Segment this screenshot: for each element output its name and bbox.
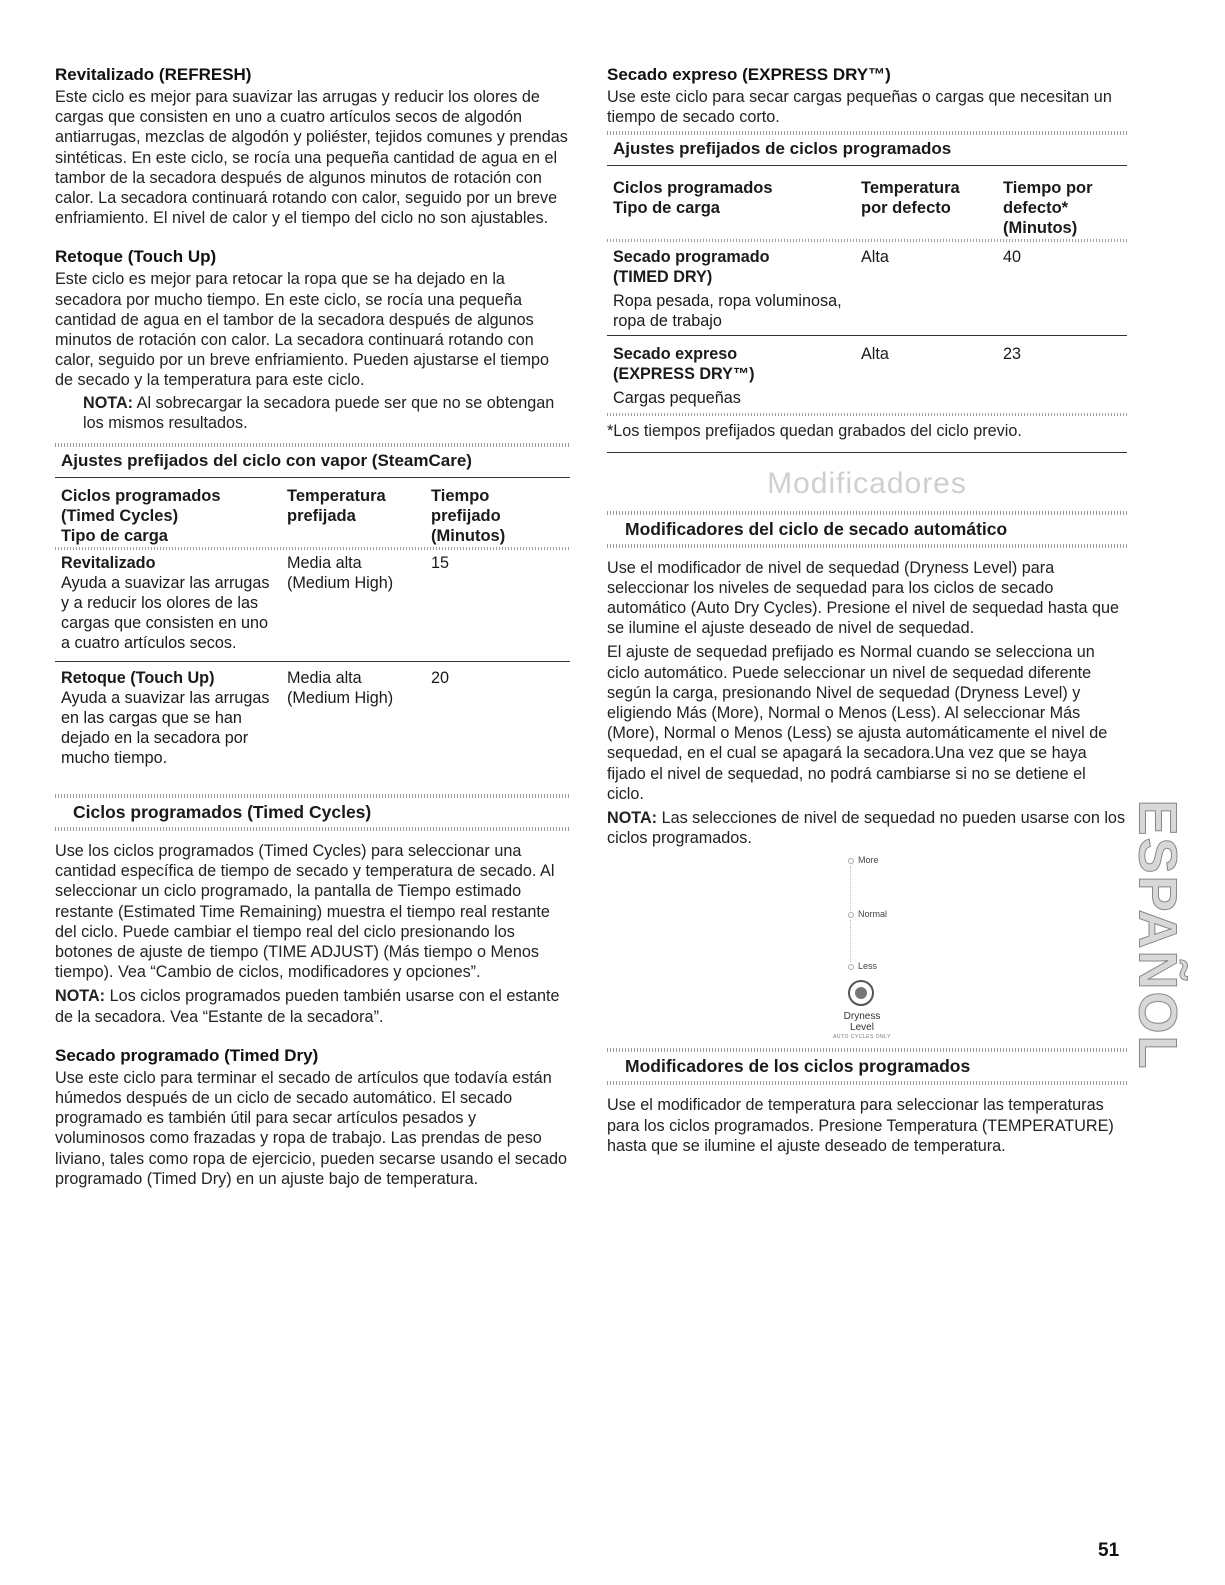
touchup-note xyxy=(83,393,570,433)
dial-label-normal: Normal xyxy=(858,909,888,920)
table-header: Temperatura prefijada xyxy=(287,487,386,526)
note-label: NOTA: xyxy=(55,987,106,1006)
cycle-time: 15 xyxy=(431,551,570,662)
cycle-desc: Cargas pequeñas xyxy=(613,389,741,408)
divider xyxy=(607,544,1127,548)
auto-mod-note-text: Las selecciones de nivel de sequedad no pueden usarse con los ciclos programados. xyxy=(607,809,1126,848)
cycle-name: Retoque (Touch Up) xyxy=(61,669,215,688)
table-header: Ciclos programados Tipo de carga xyxy=(613,179,773,218)
auto-mod-p1: Use el modificador de nivel de sequedad (Dryness Level) para seleccionar los niveles de sequedad para los ciclos de secado automático (Auto Dry Cycles). Presione el nivel de sequedad hasta que se ilumine el ajuste deseado de nivel de sequedad. xyxy=(607,558,1119,638)
timed-cycles-note xyxy=(55,986,570,1026)
table-header: Temperatura por defecto xyxy=(861,179,960,218)
table-footnote: *Los tiempos prefijados quedan grabados del ciclo previo. xyxy=(607,422,1022,441)
express-body: Use este ciclo para secar cargas pequeñas o cargas que necesitan un tiempo de secado corto. xyxy=(607,88,1112,127)
dial-label-more: More xyxy=(858,855,879,866)
divider xyxy=(850,866,851,910)
touchup-body: Este ciclo es mejor para retocar la ropa que se ha dejado en la secadora por mucho tiempo. En este ciclo, se rocía una pequeña cantidad de agua en el tambor de la secadora después de algunos minutos de rotación con calor. La secadora continuará rotando con calor, seguido por un breve enfriamiento. Pueden ajustarse el tiempo de secado y la temperatura para este ciclo. xyxy=(55,270,550,390)
steam-table xyxy=(55,486,570,776)
cycle-temp: Alta xyxy=(861,243,1003,336)
table-row xyxy=(55,662,570,777)
cycle-temp: Media alta (Medium High) xyxy=(287,551,431,662)
indicator-light xyxy=(848,858,854,864)
table-header: Tiempo por defecto* (Minutos) xyxy=(1003,179,1093,238)
right-column xyxy=(607,64,1127,1156)
section-title: Modificadores xyxy=(767,466,967,500)
timed-table xyxy=(607,178,1127,417)
note-label: NOTA: xyxy=(83,393,134,412)
timed-table-title: Ajustes prefijados de ciclos programados xyxy=(613,139,952,159)
divider xyxy=(850,920,851,962)
auto-mod-p2: El ajuste de sequedad prefijado es Normal cuando se selecciona un ciclo automático. Puede seleccionar un nivel de sequedad diferente según la carga, presionando Nivel de sequedad (Dryness Level) y eligiendo Más (More), Normal o Menos (Less). Al seleccionar Más (More), Normal o Menos (Less) se ajusta automáticamente el nivel de sequedad, en el cual se apagará la secadora.Una vez que se haya fijado el nivel de sequedad, no podrá cambiarse si no se detiene el ciclo. xyxy=(607,643,1108,803)
page-number: 51 xyxy=(1098,1540,1120,1561)
left-column xyxy=(55,64,570,1189)
cycle-time: 20 xyxy=(431,669,450,688)
cycle-desc: Ropa pesada, ropa voluminosa, ropa de trabajo xyxy=(613,292,842,331)
timed-dry-heading: Secado programado (Timed Dry) xyxy=(55,1045,319,1065)
dryness-button[interactable] xyxy=(848,980,874,1006)
dryness-level-control[interactable] xyxy=(782,854,942,1044)
table-header-row xyxy=(55,486,570,546)
cycle-temp: Alta xyxy=(861,345,889,364)
divider xyxy=(607,1048,1127,1052)
divider xyxy=(607,131,1127,135)
table-header-row xyxy=(607,178,1127,238)
timed-mod-heading: Modificadores de los ciclos programados xyxy=(625,1056,971,1077)
table-header: Tiempo prefijado (Minutos) xyxy=(431,487,506,546)
dryness-level-sublabel: AUTO CYCLES ONLY xyxy=(833,1034,891,1041)
timed-cycles-body: Use los ciclos programados (Timed Cycles) para seleccionar una cantidad específica de tiempo de secado y temperatura de secado. Al seleccionar un ciclo programado, la pantalla de Tiempo estimado restante (Estimated Time Remaining) muestra el tiempo real restante del ciclo. Puede cambiar el tiempo real del ciclo presionando los botones de ajuste de tiempo (TIME ADJUST) (Más tiempo o Menos tiempo). Vea “Cambio de ciclos, modificadores y opciones”. xyxy=(55,842,555,982)
divider xyxy=(55,794,570,798)
divider xyxy=(55,443,570,447)
divider xyxy=(607,452,1127,453)
cycle-temp: Media alta (Medium High) xyxy=(287,669,394,708)
table-row xyxy=(607,336,1127,413)
divider xyxy=(607,1081,1127,1085)
divider xyxy=(55,827,570,831)
divider xyxy=(55,477,570,478)
cycle-name: Secado expreso (EXPRESS DRY™) xyxy=(613,345,755,384)
language-tab-label: ESPAÑOL xyxy=(1128,799,1188,1071)
auto-mod-note xyxy=(607,808,1127,848)
dial-label-less: Less xyxy=(858,961,878,972)
refresh-body: Este ciclo es mejor para suavizar las arrugas y reducir los olores de cargas que consisten en uno a cuatro artículos secos de algodón antiarrugas, mezclas de algodón y poliéster, tejidos comunes y prendas sintéticas. En este ciclo, se rocía una pequeña cantidad de agua en el tambor de la secadora después de algunos minutos de rotación con calor. La secadora continuará rotando con calor, seguido por un breve enfriamiento. El nivel de calor y el tiempo del ciclo no son ajustables. xyxy=(55,88,568,228)
dryness-level-label: Dryness Level xyxy=(843,1011,881,1034)
note-label: NOTA: xyxy=(607,809,658,828)
cycle-name: Secado programado (TIMED DRY) xyxy=(613,248,770,287)
indicator-light xyxy=(848,912,854,918)
cycle-time: 23 xyxy=(1003,345,1022,364)
divider xyxy=(607,165,1127,166)
touchup-heading: Retoque (Touch Up) xyxy=(55,247,217,267)
timed-mod-body: Use el modificador de temperatura para seleccionar las temperaturas para los ciclos programados. Presione Temperatura (TEMPERATURE) hasta que se ilumine el ajuste deseado de temperatura. xyxy=(607,1096,1114,1155)
table-row xyxy=(55,551,570,662)
steam-table-title: Ajustes prefijados del ciclo con vapor (SteamCare) xyxy=(61,451,472,471)
touchup-note-text: Al sobrecargar la secadora puede ser que no se obtengan los mismos resultados. xyxy=(83,393,555,432)
refresh-heading: Revitalizado (REFRESH) xyxy=(55,65,252,84)
table-row xyxy=(607,243,1127,336)
express-heading: Secado expreso (EXPRESS DRY™) xyxy=(607,65,891,84)
auto-mod-heading: Modificadores del ciclo de secado automático xyxy=(625,518,1008,539)
cycle-desc: Ayuda a suavizar las arrugas en las cargas que se han dejado en la secadora por mucho tiempo. xyxy=(61,689,270,768)
table-header: Ciclos programados (Timed Cycles) Tipo de carga xyxy=(61,487,221,546)
divider xyxy=(607,511,1127,515)
indicator-light xyxy=(848,964,854,970)
cycle-name: Revitalizado xyxy=(61,554,156,573)
cycle-desc: Ayuda a suavizar las arrugas y a reducir los olores de las cargas que consisten en uno a cuatro artículos secos. xyxy=(61,574,270,653)
timed-cycles-note-text: Los ciclos programados pueden también usarse con el estante de la secadora. Vea “Estante de la secadora”. xyxy=(55,987,560,1026)
cycle-time: 40 xyxy=(1003,243,1127,336)
timed-dry-body: Use este ciclo para terminar el secado de artículos que todavía están húmedos después de un ciclo de secado automático. El secado programado es también útil para secar artículos pesados y voluminosos como frazadas y ropa de trabajo. Las prendas de peso liviano, tales como ropa de ejercicio, pueden secarse usando el secado programado (Timed Dry) en un ajuste bajo de temperatura. xyxy=(55,1068,568,1188)
timed-cycles-heading: Ciclos programados (Timed Cycles) xyxy=(73,802,372,823)
language-tab xyxy=(1128,799,1188,1071)
